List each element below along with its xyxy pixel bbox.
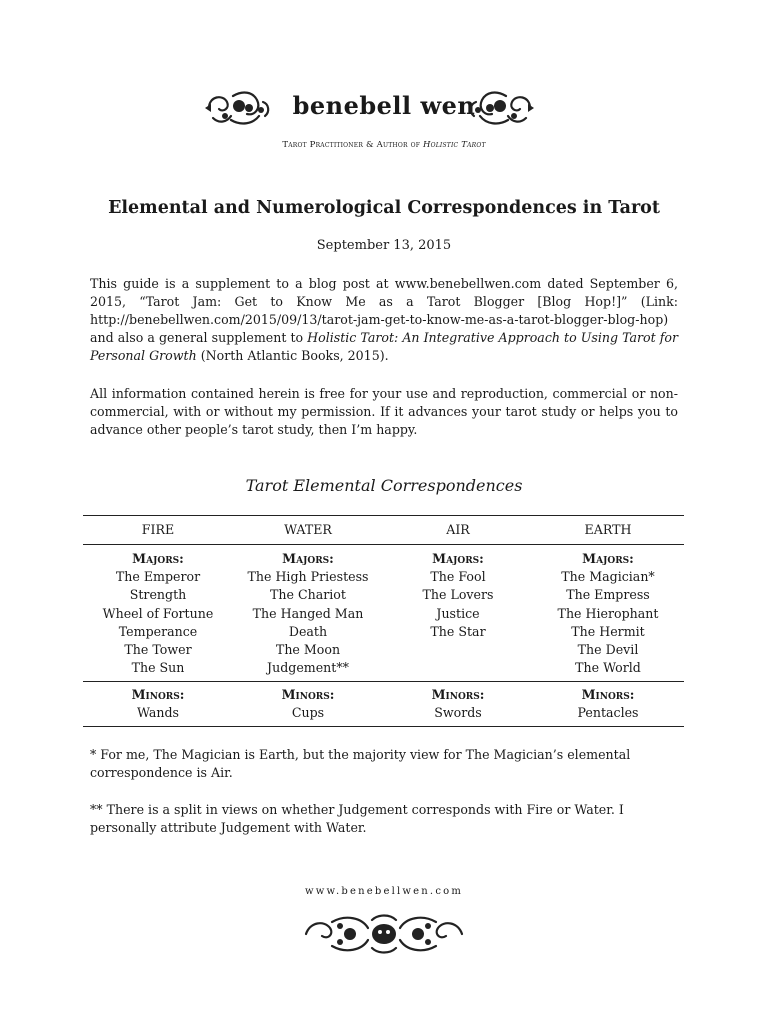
card-name: Strength bbox=[129, 587, 187, 603]
water-majors-cell bbox=[233, 550, 383, 677]
majors-label: Majors: bbox=[132, 551, 184, 566]
card-name: The Moon bbox=[275, 642, 341, 658]
table-middle-rule bbox=[83, 681, 684, 682]
document-title: Elemental and Numerological Correspondences in Tarot bbox=[108, 198, 660, 218]
card-name: The Devil bbox=[577, 642, 639, 658]
suit-name: Wands bbox=[137, 705, 179, 721]
suit-name: Swords bbox=[434, 705, 482, 721]
fire-minors-cell bbox=[83, 686, 233, 722]
document-date: September 13, 2015 bbox=[316, 238, 452, 253]
card-name: The Hanged Man bbox=[252, 605, 364, 621]
table-bottom-rule bbox=[83, 726, 684, 727]
card-name: The World bbox=[575, 660, 641, 676]
intro-paragraph-1: This guide is a supplement to a blog post at www.benebellwen.com dated September 6, 2015, “Tarot Jam: Get to Know Me as a Tarot Blogger [Blog Hop!]” (Link: http://benebellwen.com/2015/09/13/tarot-jam-get-to-know-me-as-a-tarot-blogger-blog-hop) and also a general supplement to Holistic Tarot: An Integrative Approach to Using Tarot for Personal Growth (North Atlantic Books, 2015). bbox=[90, 276, 678, 363]
majors-label: Majors: bbox=[582, 551, 634, 566]
earth-minors-cell bbox=[533, 686, 683, 722]
air-minors-cell bbox=[383, 686, 533, 722]
water-minors-cell bbox=[233, 686, 383, 722]
card-name: The Lovers bbox=[422, 587, 494, 603]
card-name: The Star bbox=[430, 623, 486, 639]
tagline-book: Holistic Tarot bbox=[422, 140, 486, 150]
tagline: Tarot Practitioner & Author of Holistic Tarot bbox=[282, 140, 486, 150]
card-name: Judgement** bbox=[267, 660, 349, 676]
table-top-rule bbox=[83, 515, 684, 516]
card-name: Death bbox=[288, 623, 328, 639]
card-name: The Magician* bbox=[561, 569, 655, 585]
air-majors-cell bbox=[383, 550, 533, 641]
card-name: The Empress bbox=[566, 587, 650, 603]
ornament-right-icon bbox=[466, 88, 536, 128]
minors-label: Minors: bbox=[131, 687, 185, 702]
card-name: Wheel of Fortune bbox=[102, 605, 214, 621]
card-name: The Sun bbox=[131, 660, 185, 676]
footnote-magician: * For me, The Magician is Earth, but the majority view for The Magician’s elemental correspondence is Air. bbox=[90, 747, 631, 780]
card-name: The High Priestess bbox=[247, 569, 369, 585]
majors-label: Majors: bbox=[282, 551, 334, 566]
earth-majors-cell bbox=[533, 550, 683, 677]
card-name: The Emperor bbox=[115, 569, 201, 585]
minors-label: Minors: bbox=[431, 687, 485, 702]
page-header bbox=[0, 88, 768, 128]
majors-label: Majors: bbox=[432, 551, 484, 566]
suit-name: Pentacles bbox=[577, 705, 639, 721]
card-name: Temperance bbox=[118, 623, 198, 639]
brand-name: benebell wen bbox=[292, 91, 476, 120]
column-header-fire: FIRE bbox=[141, 522, 175, 537]
column-header-water: WATER bbox=[284, 522, 332, 537]
card-name: Justice bbox=[436, 605, 480, 621]
table-title: Tarot Elemental Correspondences bbox=[245, 476, 523, 495]
card-name: The Hermit bbox=[571, 623, 645, 639]
footer-ornament-icon bbox=[302, 912, 466, 956]
minors-label: Minors: bbox=[281, 687, 335, 702]
card-name: The Hierophant bbox=[557, 605, 659, 621]
minors-label: Minors: bbox=[581, 687, 635, 702]
column-header-air: AIR bbox=[446, 522, 470, 537]
card-name: The Fool bbox=[430, 569, 486, 585]
column-header-earth: EARTH bbox=[584, 522, 632, 537]
footnote-judgement: ** There is a split in views on whether Judgement corresponds with Fire or Water. I personally attribute Judgement with Water. bbox=[90, 802, 624, 835]
card-name: The Chariot bbox=[270, 587, 346, 603]
book-title: Holistic Tarot: An Integrative Approach to Using Tarot for Personal Growth bbox=[90, 330, 678, 363]
footer-url: www.benebellwen.com bbox=[304, 886, 464, 897]
suit-name: Cups bbox=[291, 705, 325, 721]
card-name: The Tower bbox=[124, 642, 192, 658]
table-header-rule bbox=[83, 544, 684, 545]
intro-paragraph-2: All information contained herein is free for your use and reproduction, commercial or non-commercial, with or without my permission. If it advances your tarot study or helps you to advance other people’s tarot study, then I’m happy. bbox=[90, 386, 678, 437]
fire-majors-cell bbox=[83, 550, 233, 677]
